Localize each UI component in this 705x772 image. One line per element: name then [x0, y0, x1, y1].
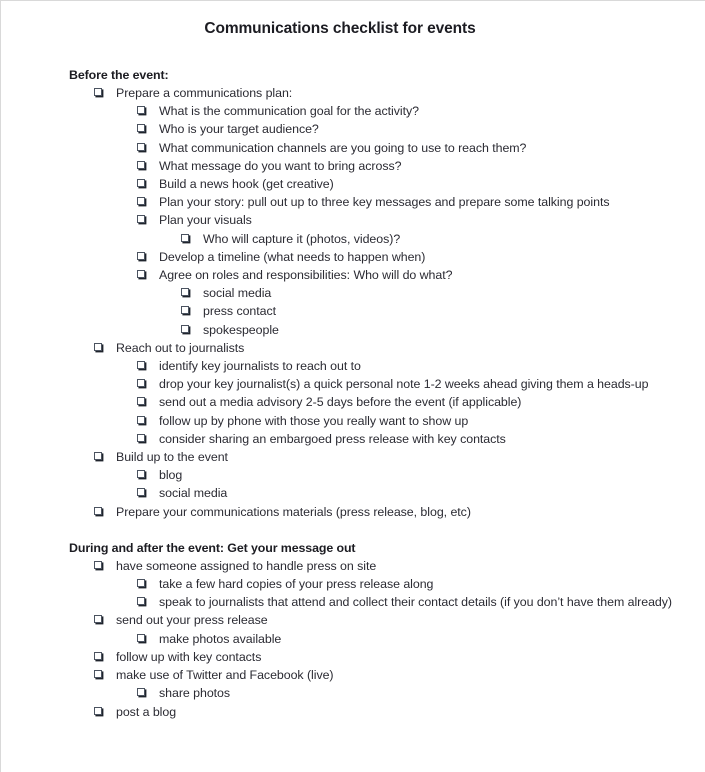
- checklist-item-label: Build up to the event: [116, 450, 228, 465]
- checklist-item-label: Reach out to journalists: [116, 340, 245, 355]
- checkbox-empty-icon[interactable]: [181, 288, 189, 296]
- checklist-item-label: blog: [159, 468, 183, 483]
- checklist-item-label: Who will capture it (photos, videos)?: [203, 231, 401, 246]
- checkbox-empty-icon[interactable]: [137, 179, 145, 187]
- checkbox-empty-icon[interactable]: [137, 470, 145, 478]
- checklist-item[interactable]: [69, 648, 675, 666]
- checklist-item[interactable]: [69, 321, 675, 339]
- checklist-item-label: follow up by phone with those you really want to show up: [159, 413, 469, 428]
- checklist-item-label: follow up with key contacts: [116, 649, 262, 664]
- checkbox-empty-icon[interactable]: [137, 106, 145, 114]
- checkbox-empty-icon[interactable]: [137, 270, 145, 278]
- checklist-item-label: What message do you want to bring across?: [159, 158, 402, 173]
- checklist-item-label: social media: [203, 286, 272, 301]
- checklist-item-label: share photos: [159, 686, 231, 701]
- checklist-item[interactable]: [69, 430, 675, 448]
- checklist-item-label: speak to journalists that attend and collect their contact details (if you don’t have them already): [159, 595, 672, 610]
- checklist-item-label: spokespeople: [203, 322, 279, 337]
- checklist-item[interactable]: [69, 302, 675, 320]
- checkbox-empty-icon[interactable]: [137, 143, 145, 151]
- checkbox-empty-icon[interactable]: [137, 416, 145, 424]
- checklist-item-label: press contact: [203, 304, 277, 319]
- checklist-item[interactable]: [69, 484, 675, 502]
- checklist-item[interactable]: [69, 557, 675, 575]
- checkbox-empty-icon[interactable]: [137, 434, 145, 442]
- checklist-item[interactable]: [69, 175, 675, 193]
- checkbox-empty-icon[interactable]: [94, 343, 102, 351]
- checklist-item[interactable]: [69, 703, 675, 721]
- checkbox-empty-icon[interactable]: [137, 488, 145, 496]
- checkbox-empty-icon[interactable]: [94, 452, 102, 460]
- checklist-item[interactable]: [69, 393, 675, 411]
- checklist-item[interactable]: [69, 120, 675, 138]
- checklist-item-label: make use of Twitter and Facebook (live): [116, 668, 334, 683]
- checkbox-empty-icon[interactable]: [137, 161, 145, 169]
- checkbox-empty-icon[interactable]: [94, 670, 102, 678]
- checklist-item[interactable]: [69, 339, 675, 357]
- checklist-container: [1, 66, 705, 721]
- checklist-item-label: Develop a timeline (what needs to happen when): [159, 249, 426, 264]
- checklist-item[interactable]: [69, 102, 675, 120]
- checklist-item-label: have someone assigned to handle press on site: [116, 558, 377, 573]
- checklist-item-label: Prepare your communications materials (press release, blog, etc): [116, 504, 471, 519]
- checklist-item[interactable]: [69, 230, 675, 248]
- checklist-item-label: take a few hard copies of your press release along: [159, 577, 434, 592]
- checkbox-empty-icon[interactable]: [94, 615, 102, 623]
- checkbox-empty-icon[interactable]: [137, 397, 145, 405]
- checkbox-empty-icon[interactable]: [137, 597, 145, 605]
- checklist-item[interactable]: [69, 466, 675, 484]
- checklist-item-label: make photos available: [159, 631, 282, 646]
- checklist-item[interactable]: [69, 375, 675, 393]
- checklist-item-label: Agree on roles and responsibilities: Who will do what?: [159, 268, 453, 283]
- checkbox-empty-icon[interactable]: [137, 197, 145, 205]
- checklist-item[interactable]: [69, 248, 675, 266]
- checkbox-empty-icon[interactable]: [137, 379, 145, 387]
- checkbox-empty-icon[interactable]: [94, 652, 102, 660]
- checklist-item[interactable]: [69, 193, 675, 211]
- checkbox-empty-icon[interactable]: [94, 561, 102, 569]
- checklist-item-label: Prepare a communications plan:: [116, 86, 293, 100]
- checkbox-empty-icon[interactable]: [181, 325, 189, 333]
- checklist-item[interactable]: [69, 139, 675, 157]
- checklist-item[interactable]: [69, 503, 675, 521]
- checklist-item-label: Plan your story: pull out up to three key messages and prepare some talking points: [159, 195, 610, 210]
- checkbox-empty-icon[interactable]: [94, 707, 102, 715]
- checkbox-empty-icon[interactable]: [137, 215, 145, 223]
- checkbox-empty-icon[interactable]: [137, 579, 145, 587]
- checklist-item[interactable]: [69, 611, 675, 629]
- checkbox-empty-icon[interactable]: [137, 252, 145, 260]
- checklist-item[interactable]: [69, 448, 675, 466]
- checkbox-empty-icon[interactable]: [181, 234, 189, 242]
- checkbox-empty-icon[interactable]: [137, 634, 145, 642]
- checkbox-empty-icon[interactable]: [137, 361, 145, 369]
- checklist-item[interactable]: [69, 593, 675, 611]
- checklist-item-label: What communication channels are you going to use to reach them?: [159, 140, 527, 155]
- checklist-item[interactable]: [69, 266, 675, 284]
- checklist-item-label: Build a news hook (get creative): [159, 177, 334, 192]
- checklist-item-label: consider sharing an embargoed press release with key contacts: [159, 431, 506, 446]
- checklist-item-label: post a blog: [116, 704, 177, 719]
- checkbox-empty-icon[interactable]: [137, 688, 145, 696]
- checklist-item-label: drop your key journalist(s) a quick personal note 1-2 weeks ahead giving them a heads-up: [159, 377, 649, 392]
- checklist-item[interactable]: [69, 357, 675, 375]
- section-heading: Before the event:: [69, 68, 169, 82]
- checklist-item[interactable]: [69, 157, 675, 175]
- checklist-item[interactable]: [69, 284, 675, 302]
- checklist-item-label: send out a media advisory 2-5 days before the event (if applicable): [159, 395, 522, 410]
- checklist-item-label: Who is your target audience?: [159, 122, 319, 137]
- checklist-item[interactable]: [69, 412, 675, 430]
- checklist-item[interactable]: [69, 84, 675, 102]
- section-spacer: [69, 521, 675, 539]
- checklist-item-label: social media: [159, 486, 228, 501]
- checkbox-empty-icon[interactable]: [94, 507, 102, 515]
- checklist-item-label: What is the communication goal for the activity?: [159, 104, 419, 119]
- checklist-item[interactable]: [69, 630, 675, 648]
- page-title: Communications checklist for events: [204, 20, 476, 37]
- checklist-item[interactable]: [69, 575, 675, 593]
- checklist-item-label: Plan your visuals: [159, 213, 252, 228]
- section-heading: During and after the event: Get your message out: [69, 540, 356, 555]
- checklist-item[interactable]: [69, 211, 675, 229]
- checkbox-empty-icon[interactable]: [181, 306, 189, 314]
- checklist-item-label: send out your press release: [116, 613, 268, 628]
- checklist-item[interactable]: [69, 666, 675, 684]
- checklist-item-label: identify key journalists to reach out to: [159, 359, 361, 374]
- checklist-item[interactable]: [69, 684, 675, 702]
- checkbox-empty-icon[interactable]: [137, 124, 145, 132]
- checkbox-empty-icon[interactable]: [94, 88, 102, 96]
